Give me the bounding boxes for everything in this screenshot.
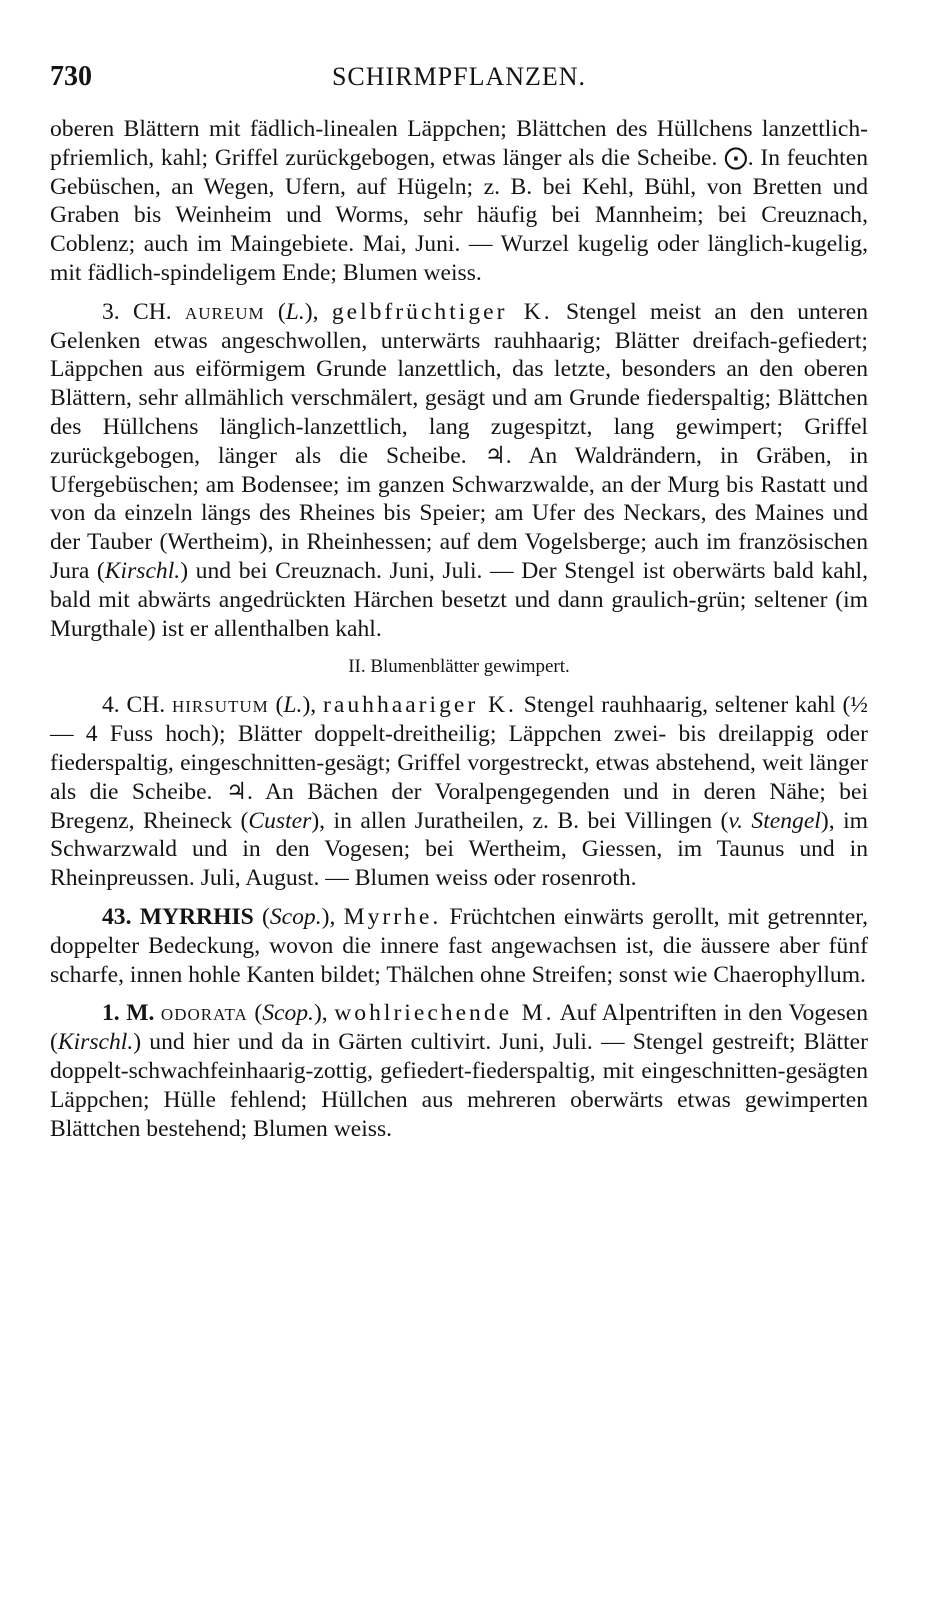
page-body — [50, 115, 868, 1143]
species-entry-odorata: 1. M. odorata (Scop.), wohlriechende M. Auf Alpentriften in den Vogesen (Kirschl.) und hier und da in Gärten cultivirt. Juni, Juli. — Stengel gestreift; Blätter doppelt-schwachfeinhaarig-zottig, gefiedert-fiederspaltig, mit eingeschnitten-gesägten Läppchen; Hülle fehlend; Hüllchen aus mehreren oberwärts etwas gewimperten Blättchen bestehend; Blumen weiss. — [50, 1000, 869, 1142]
entry-text: Auf Alpentriften in den Vogesen ( — [50, 1000, 869, 1056]
species-entry-hirsutum: 4. CH. hirsutum (L.), rauhhaariger K. Stengel rauhhaarig, seltener kahl (½ — 4 Fuss hoch); Blätter doppelt-dreitheilig; Läppchen zwei- bis dreilappig oder fiederspaltig, eingeschnitten-gesägt; Griffel vorgestreckt, etwas abstehend, weit länger als die Scheibe. ♃. An Bächen der Voralpengegenden und in deren Nähe; bei Bregenz, Rheineck (Custer), in allen Juratheilen, z. B. bei Villingen (v. Stengel), im Schwarzwald und in den Vogesen; bei Wertheim, Giessen, im Taunus und in Rheinpreussen. Juli, August. — Blumen weiss oder rosenroth. — [50, 692, 868, 892]
species-entry-aureum: 3. CH. aureum (L.), gelbfrüchtiger K. Stengel meist an den unteren Gelenken etwas angeschwollen, unterwärts rauhhaarig; Blätter dreifach-gefiedert; Läppchen aus eiförmigem Grunde lanzettlich, das letzte, besonders an den oberen Blättern, sehr allmählich verschmälert, gesägt und am Grunde fiederspaltig; Blättchen des Hüllchens länglich-lanzettlich, lang zugespitzt, lang gewimpert; Griffel zurückgebogen, länger als die Scheibe. ♃. An Waldrändern, in Gräben, in Ufergebüschen; am Bodensee; im ganzen Schwarzwalde, an der Murg bis Rastatt und von da einzeln längs des Rheines bis Speier; am Ufer des Neckars, des Maines und der Tauber (Wertheim), in Rheinhessen; auf dem Vogelsberge; auch im französischen Jura (Kirschl.) und bei Creuznach. Juni, Juli. — Der Stengel ist oberwärts bald kahl, bald mit abwärts angedrückten Härchen besetzt und dann graulich-grün; seltener (im Murgthale) ist er allenthalben kahl. — [50, 298, 869, 642]
book-page — [50, 55, 868, 1143]
entry-text: Stengel meist an den unteren Gelenken etwas angeschwollen, unterwärts rauhhaarig; Blätter dreifach-gefiedert; Läppchen aus eiförmigem Grunde lanzettlich, das letzte, besonders an den oberen Blättern, sehr allmählich verschmälert, gesägt und am Grunde fiederspaltig; Blättchen des Hüllchens länglich-lanzettlich, lang zugespitzt, lang gewimpert; Griffel zurückgebogen, länger als die Scheibe. ♃. An Waldrändern, in Gräben, in Ufergebüschen; am Bodensee; im ganzen Schwarzwalde, an der Murg bis Rastatt und von da einzeln längs des Rheines bis Speier; am Ufer des Neckars, des Maines und der Tauber (Wertheim), in Rheinhessen; auf dem Vogelsberge; auch im französischen Jura ( — [50, 298, 869, 584]
species-name: aureum — [184, 298, 265, 325]
species-name: hirsutum — [171, 692, 269, 719]
entry-number: 3. CH. — [102, 298, 172, 325]
author-citation: Scop. — [269, 903, 322, 930]
author-citation: Scop. — [262, 1000, 314, 1027]
genus-entry-myrrhis: 43. MYRRHIS (Scop.), Myrrhe. Früchtchen einwärts gerollt, mit getrennter, doppelter Bedeckung, wovon die innere fast angewachsen ist, die äussere aber fünf scharfe, innen hohle Kanten bildet; Thälchen ohne Streifen; sonst wie Chaerophyllum. — [50, 903, 869, 988]
author-citation: L. — [283, 692, 303, 719]
entry-text-cont: ), in allen Juratheilen, z. B. bei Villingen ( — [311, 807, 729, 834]
entry-text-cont: ) und hier und da in Gärten cultivirt. Juni, Juli. — Stengel gestreift; Blätter doppelt-schwachfeinhaarig-zottig, gefiedert-fiederspaltig, mit eingeschnitten-gesägten Läppchen; Hülle fehlend; Hüllchen aus mehreren oberwärts etwas gewimperten Blättchen bestehend; Blumen weiss. — [50, 1029, 868, 1142]
entry-number: 1. M. — [102, 1000, 155, 1027]
entry-text-cont: ), im Schwarzwald und in den Vogesen; bei Wertheim, Giessen, im Taunus und in Rheinpreussen. Juli, August. — Blumen weiss oder rosenroth. — [50, 807, 868, 892]
section-subheading: II. Blumenblätter gewimpert. — [348, 656, 570, 678]
citation: v. Stengel — [728, 807, 821, 834]
running-title: SCHIRMPFLANZEN. — [331, 62, 587, 91]
author-citation: L. — [285, 298, 305, 325]
citation: Kirschl. — [57, 1029, 134, 1056]
citation: Custer — [248, 807, 312, 834]
common-name: Myrrhe. — [343, 903, 442, 930]
genus-name: 43. MYRRHIS — [102, 903, 254, 930]
common-name: gelbfrüchtiger K. — [331, 298, 553, 325]
common-name: wohlriechende M. — [334, 1000, 555, 1027]
paragraph-continuation: oberen Blättern mit fädlich-linealen Läppchen; Blättchen des Hüllchens lanzettlich-pfriemlich, kahl; Griffel zurückgebogen, etwas länger als die Scheibe. ⨀. In feuchten Gebüschen, an Wegen, Ufern, auf Hügeln; z. B. bei Kehl, Bühl, von Bretten und Graben bis Weinheim und Worms, sehr häufig bei Mannheim; bei Creuznach, Coblenz; auch im Maingebiete. Mai, Juni. — Wurzel kugelig oder länglich-kugelig, mit fädlich-spindeligem Ende; Blumen weiss. — [50, 116, 868, 286]
common-name: rauhhaariger K. — [323, 692, 517, 719]
species-name: odorata — [160, 1000, 248, 1027]
entry-text: Stengel rauhhaarig, seltener kahl (½ — 4 Fuss hoch); Blätter doppelt-dreitheilig; Läppchen zwei- bis dreilappig oder fiederspaltig, eingeschnitten-gesägt; Griffel vorgestreckt, etwas abstehend, weit länger als die Scheibe. ♃. An Bächen der Voralpengegenden und in deren Nähe; bei Bregenz, Rheineck ( — [50, 692, 868, 834]
page-number: 730 — [50, 61, 92, 92]
page-header — [50, 55, 868, 99]
entry-text-cont: ) und bei Creuznach. Juni, Juli. — Der Stengel ist oberwärts bald kahl, bald mit abwärts angedrückten Härchen besetzt und dann graulich-grün; seltener (im Murgthale) ist er allenthalben kahl. — [50, 557, 868, 642]
entry-text: Früchtchen einwärts gerollt, mit getrennter, doppelter Bedeckung, wovon die innere fast angewachsen ist, die äussere aber fünf scharfe, innen hohle Kanten bildet; Thälchen ohne Streifen; sonst wie Chaerophyllum. — [50, 903, 869, 988]
entry-number: 4. CH. — [102, 692, 166, 719]
citation: Kirschl. — [104, 557, 181, 584]
